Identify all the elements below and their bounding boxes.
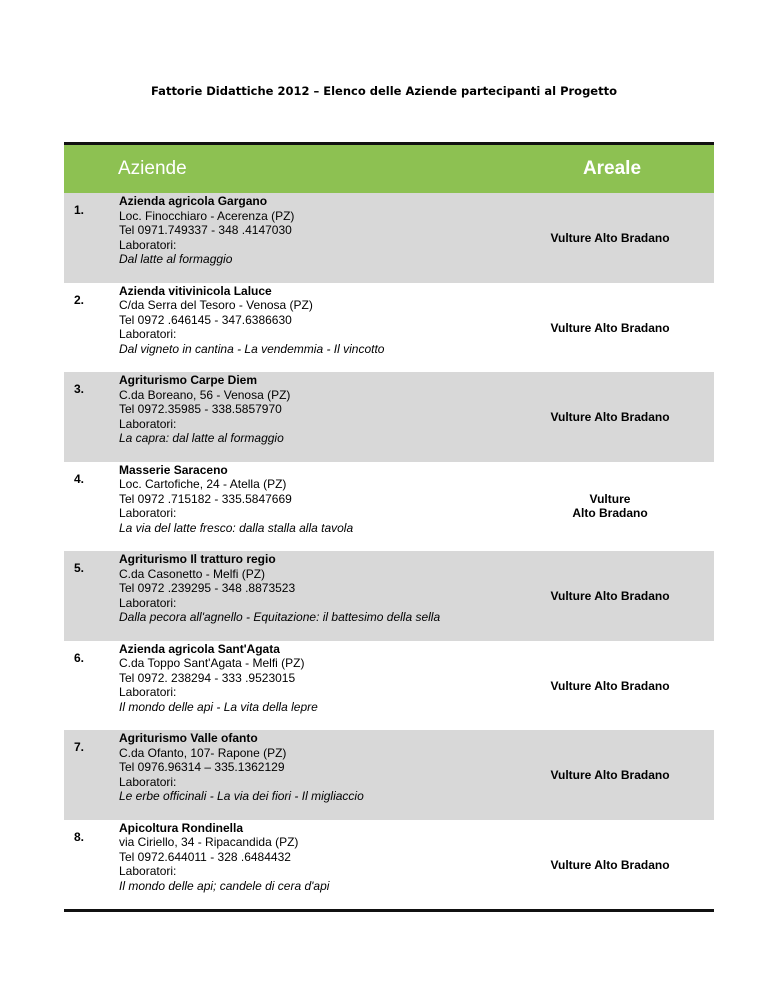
azienda-tel: Tel 0971.749337 - 348 .4147030 bbox=[119, 223, 292, 238]
laboratori-label: Laboratori: bbox=[119, 864, 177, 879]
azienda-name: Agriturismo Il tratturo regio bbox=[119, 552, 276, 566]
azienda-tel: Tel 0972 .239295 - 348 .8873523 bbox=[119, 581, 296, 596]
laboratori-label: Laboratori: bbox=[119, 685, 177, 700]
laboratori-text: Dalla pecora all'agnello - Equitazione: il battesimo della sella bbox=[119, 610, 441, 625]
azienda-info bbox=[119, 552, 509, 625]
azienda-address: C.da Casonetto - Melfi (PZ) bbox=[119, 566, 266, 581]
azienda-info bbox=[119, 284, 509, 357]
table-row bbox=[64, 551, 714, 641]
areale-text: Vulture Alto Bradano bbox=[550, 768, 670, 782]
table-row bbox=[64, 730, 714, 820]
azienda-info bbox=[119, 463, 509, 536]
laboratori-text: La capra: dal latte al formaggio bbox=[119, 431, 284, 446]
table-row bbox=[64, 820, 714, 910]
azienda-info bbox=[119, 373, 509, 446]
header-areale: Areale bbox=[582, 158, 642, 179]
azienda-name: Masserie Saraceno bbox=[119, 462, 228, 477]
areale-cell bbox=[512, 231, 708, 246]
areale-text: Vulture bbox=[589, 491, 631, 506]
areale-text-line2: Alto Bradano bbox=[572, 506, 648, 521]
laboratori-text: Il mondo delle api; candele di cera d'api bbox=[119, 878, 330, 893]
azienda-address: C/da Serra del Tesoro - Venosa (PZ) bbox=[119, 298, 313, 313]
azienda-tel: Tel 0972 .646145 - 347.6386630 bbox=[119, 312, 292, 327]
azienda-tel: Tel 0972. 238294 - 333 .9523015 bbox=[119, 670, 296, 685]
table-row bbox=[64, 641, 714, 731]
laboratori-label: Laboratori: bbox=[119, 237, 177, 252]
areale-cell bbox=[512, 858, 708, 873]
azienda-info bbox=[119, 642, 509, 715]
azienda-tel: Tel 0976.96314 – 335.1362129 bbox=[119, 760, 285, 775]
azienda-address: Loc. Finocchiaro - Acerenza (PZ) bbox=[119, 208, 295, 223]
row-number: 6. bbox=[74, 650, 85, 665]
areale-text: Vulture Alto Bradano bbox=[550, 410, 670, 424]
laboratori-label: Laboratori: bbox=[119, 416, 177, 431]
areale-text: Vulture Alto Bradano bbox=[550, 320, 670, 335]
laboratori-text: Le erbe officinali - La via dei fiori - Il migliaccio bbox=[119, 789, 364, 804]
azienda-name: Agriturismo Carpe Diem bbox=[119, 373, 258, 387]
table-row bbox=[64, 283, 714, 373]
areale-cell bbox=[512, 410, 708, 425]
table-bottom-rule bbox=[64, 909, 714, 912]
areale-cell bbox=[512, 492, 708, 521]
azienda-address: C.da Ofanto, 107- Rapone (PZ) bbox=[119, 745, 287, 760]
areale-cell bbox=[512, 679, 708, 694]
azienda-address: C.da Boreano, 56 - Venosa (PZ) bbox=[119, 387, 291, 402]
laboratori-text: Dal vigneto in cantina - La vendemmia - Il vincotto bbox=[119, 341, 385, 356]
areale-cell bbox=[512, 768, 708, 783]
azienda-info bbox=[119, 194, 509, 267]
azienda-address: via Ciriello, 34 - Ripacandida (PZ) bbox=[119, 835, 299, 850]
row-number: 4. bbox=[74, 471, 85, 486]
areale-text: Vulture Alto Bradano bbox=[550, 589, 670, 603]
row-number: 8. bbox=[74, 829, 85, 844]
azienda-info bbox=[119, 731, 509, 804]
azienda-info bbox=[119, 821, 509, 894]
azienda-name: Agriturismo Valle ofanto bbox=[119, 731, 258, 745]
table-header bbox=[64, 142, 714, 193]
laboratori-text: La via del latte fresco: dalla stalla alla tavola bbox=[119, 520, 354, 535]
table-row bbox=[64, 193, 714, 283]
azienda-tel: Tel 0972.644011 - 328 .6484432 bbox=[119, 849, 291, 864]
aziende-table bbox=[64, 142, 714, 912]
azienda-tel: Tel 0972.35985 - 338.5857970 bbox=[119, 402, 282, 417]
row-number: 7. bbox=[74, 740, 85, 754]
azienda-name: Apicoltura Rondinella bbox=[119, 820, 244, 835]
header-aziende: Aziende bbox=[118, 158, 187, 179]
laboratori-label: Laboratori: bbox=[119, 774, 177, 789]
document-title: Fattorie Didattiche 2012 – Elenco delle Aziende partecipanti al Progetto bbox=[151, 84, 617, 98]
azienda-name: Azienda agricola Gargano bbox=[119, 194, 268, 208]
laboratori-label: Laboratori: bbox=[119, 506, 177, 521]
areale-cell bbox=[512, 321, 708, 336]
areale-text: Vulture Alto Bradano bbox=[550, 678, 670, 693]
laboratori-text: Il mondo delle api - La vita della lepre bbox=[119, 699, 318, 714]
areale-cell bbox=[512, 589, 708, 604]
table-row bbox=[64, 372, 714, 462]
azienda-address: C.da Toppo Sant'Agata - Melfi (PZ) bbox=[119, 656, 305, 671]
table-row bbox=[64, 462, 714, 552]
laboratori-label: Laboratori: bbox=[119, 327, 177, 342]
laboratori-label: Laboratori: bbox=[119, 595, 177, 610]
azienda-name: Azienda agricola Sant'Agata bbox=[119, 641, 280, 656]
azienda-name: Azienda vitivinicola Laluce bbox=[119, 283, 272, 298]
row-number: 3. bbox=[74, 382, 85, 396]
azienda-address: Loc. Cartofiche, 24 - Atella (PZ) bbox=[119, 477, 287, 492]
row-number: 5. bbox=[74, 561, 85, 575]
laboratori-text: Dal latte al formaggio bbox=[119, 252, 233, 267]
areale-text: Vulture Alto Bradano bbox=[550, 231, 670, 245]
row-number: 2. bbox=[74, 292, 85, 307]
row-number: 1. bbox=[74, 203, 85, 217]
azienda-tel: Tel 0972 .715182 - 335.5847669 bbox=[119, 491, 292, 506]
areale-text: Vulture Alto Bradano bbox=[550, 857, 670, 872]
